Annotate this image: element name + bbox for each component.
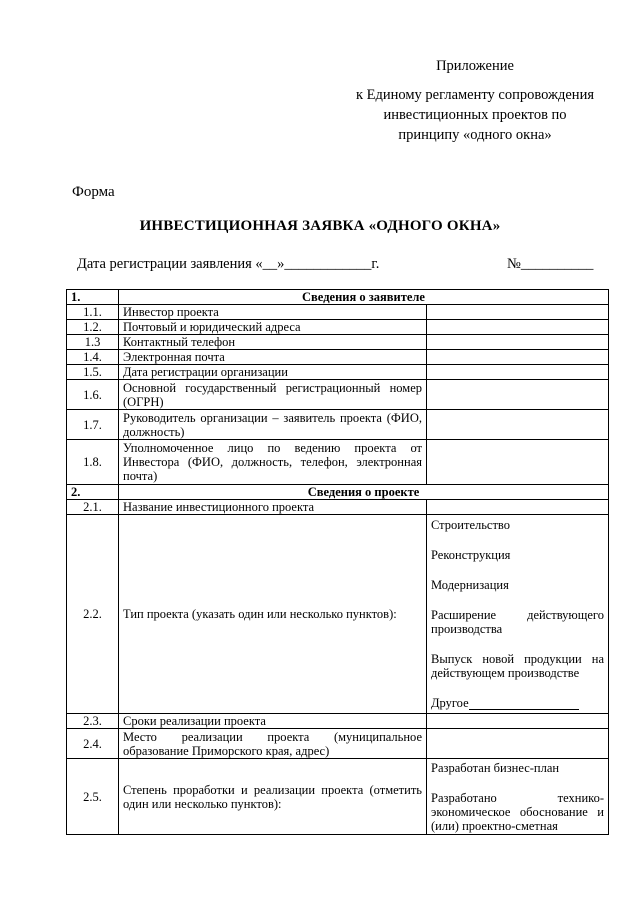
row-label: Степень проработки и реализации проекта (отметить один или несколько пунктов): bbox=[119, 759, 427, 835]
document-title: ИНВЕСТИЦИОННАЯ ЗАЯВКА «ОДНОГО ОКНА» bbox=[139, 218, 501, 234]
value-cell[interactable] bbox=[427, 714, 609, 729]
application-form-table bbox=[66, 289, 609, 835]
row-label: Место реализации проекта (муниципальное образование Приморского края, адрес) bbox=[119, 729, 427, 759]
table-row bbox=[67, 440, 609, 485]
section-header-row bbox=[67, 290, 609, 305]
application-number: №__________ bbox=[507, 256, 594, 272]
value-cell[interactable] bbox=[427, 335, 609, 350]
row-label: Тип проекта (указать один или несколько пунктов): bbox=[119, 515, 427, 714]
option-new-product[interactable]: Выпуск новой продукции на действующем производстве bbox=[431, 652, 604, 680]
appendix-line: принципу «одного окна» bbox=[398, 127, 552, 143]
table-row bbox=[67, 729, 609, 759]
row-number: 2.3. bbox=[67, 714, 119, 729]
row-label: Почтовый и юридический адреса bbox=[119, 320, 427, 335]
appendix-line: к Единому регламенту сопровождения bbox=[355, 87, 594, 103]
option-feasibility-study[interactable]: Разработано технико-экономическое обоснование и (или) проектно-сметная bbox=[431, 791, 604, 833]
section-number: 2. bbox=[67, 485, 119, 500]
table-row bbox=[67, 515, 609, 714]
option-other[interactable] bbox=[431, 696, 604, 710]
value-cell[interactable] bbox=[427, 380, 609, 410]
section-title: Сведения о заявителе bbox=[119, 290, 609, 305]
row-label: Название инвестиционного проекта bbox=[119, 500, 427, 515]
row-number: 2.5. bbox=[67, 759, 119, 835]
value-cell[interactable] bbox=[427, 365, 609, 380]
row-number: 2.2. bbox=[67, 515, 119, 714]
value-cell[interactable] bbox=[427, 350, 609, 365]
form-label: Форма bbox=[72, 184, 115, 200]
row-number: 1.8. bbox=[67, 440, 119, 485]
row-label: Контактный телефон bbox=[119, 335, 427, 350]
row-label: Электронная почта bbox=[119, 350, 427, 365]
table-row bbox=[67, 365, 609, 380]
appendix-title: Приложение bbox=[436, 58, 514, 74]
row-number: 1.1. bbox=[67, 305, 119, 320]
table-row bbox=[67, 380, 609, 410]
value-cell[interactable] bbox=[427, 410, 609, 440]
table-row bbox=[67, 320, 609, 335]
row-label: Сроки реализации проекта bbox=[119, 714, 427, 729]
option-reconstruction[interactable]: Реконструкция bbox=[431, 548, 511, 562]
value-cell[interactable] bbox=[427, 305, 609, 320]
appendix-line: инвестиционных проектов по bbox=[383, 107, 567, 123]
option-expansion[interactable]: Расширение действующего производства bbox=[431, 608, 604, 636]
table-row bbox=[67, 335, 609, 350]
registration-date: Дата регистрации заявления «__»____________г. bbox=[77, 256, 380, 272]
row-number: 1.3 bbox=[67, 335, 119, 350]
value-cell[interactable] bbox=[427, 729, 609, 759]
row-label: Основной государственный регистрационный номер (ОГРН) bbox=[119, 380, 427, 410]
other-blank-field[interactable] bbox=[469, 697, 579, 710]
table-row bbox=[67, 714, 609, 729]
row-label: Уполномоченное лицо по ведению проекта от Инвестора (ФИО, должность, телефон, электронная почта) bbox=[119, 440, 427, 485]
row-number: 1.4. bbox=[67, 350, 119, 365]
option-business-plan[interactable]: Разработан бизнес-план bbox=[431, 761, 560, 775]
table-row bbox=[67, 410, 609, 440]
row-number: 1.5. bbox=[67, 365, 119, 380]
row-number: 1.2. bbox=[67, 320, 119, 335]
table-row bbox=[67, 500, 609, 515]
row-number: 2.4. bbox=[67, 729, 119, 759]
option-construction[interactable]: Строительство bbox=[431, 518, 511, 532]
project-stage-options bbox=[427, 759, 609, 835]
project-type-options bbox=[427, 515, 609, 714]
value-cell[interactable] bbox=[427, 500, 609, 515]
section-header-row bbox=[67, 485, 609, 500]
row-number: 2.1. bbox=[67, 500, 119, 515]
option-other-label: Другое bbox=[431, 696, 469, 710]
row-label: Дата регистрации организации bbox=[119, 365, 427, 380]
row-label: Руководитель организации – заявитель проекта (ФИО, должность) bbox=[119, 410, 427, 440]
table-row bbox=[67, 759, 609, 835]
table-row bbox=[67, 350, 609, 365]
table-row bbox=[67, 305, 609, 320]
section-title: Сведения о проекте bbox=[119, 485, 609, 500]
row-label: Инвестор проекта bbox=[119, 305, 427, 320]
value-cell[interactable] bbox=[427, 320, 609, 335]
option-modernization[interactable]: Модернизация bbox=[431, 578, 509, 592]
row-number: 1.7. bbox=[67, 410, 119, 440]
row-number: 1.6. bbox=[67, 380, 119, 410]
appendix-header bbox=[320, 56, 630, 145]
section-number: 1. bbox=[67, 290, 119, 305]
value-cell[interactable] bbox=[427, 440, 609, 485]
